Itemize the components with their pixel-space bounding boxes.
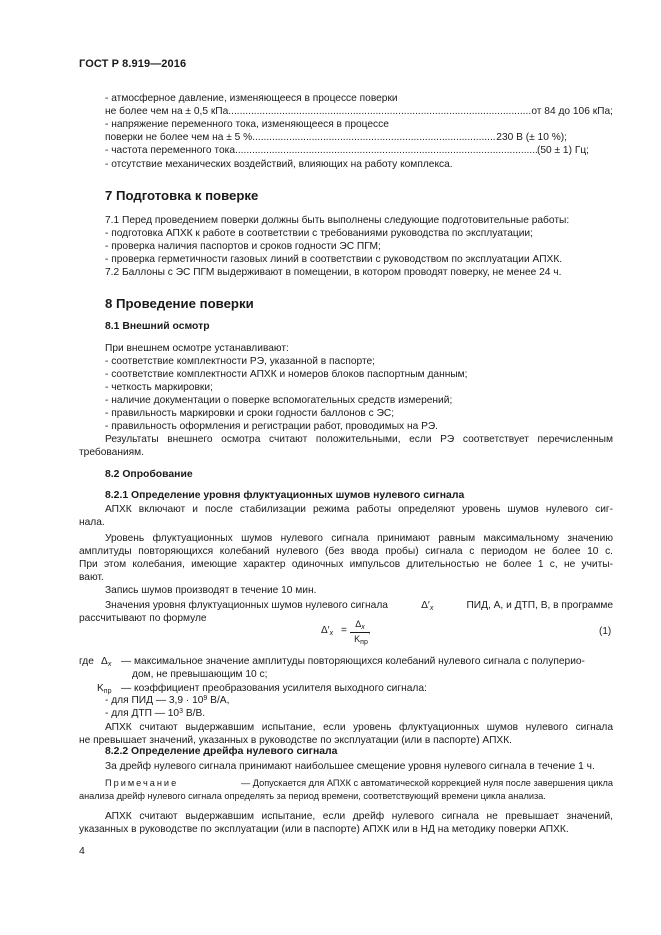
condition-leader-line bbox=[105, 131, 567, 144]
fraction-bar bbox=[350, 632, 369, 633]
paragraph-line bbox=[105, 599, 613, 612]
paragraph-line: нала. bbox=[79, 517, 105, 528]
paragraph-line: не превышает значений, указанных в руководстве по эксплуатации (или в паспорте) АПХК. bbox=[79, 735, 512, 746]
section-8-1-heading: 8.1 Внешний осмотр bbox=[105, 321, 210, 332]
section-8-2-heading: 8.2 Опробование bbox=[105, 469, 193, 480]
paragraph-line: При этом колебания, имеющие характер одиночных импульсов длительностью не более 1 с, не учиты- bbox=[79, 559, 613, 570]
section-8-heading: 8 Проведение поверки bbox=[105, 296, 254, 311]
formula-numerator: $\Delta_x$ bbox=[355, 619, 365, 631]
where-line: - для ПИД — $3,9 \cdot 10^9$ В/А, bbox=[105, 695, 230, 706]
where-line: — максимальное значение амплитуды повторяющихся колебаний нулевого сигнала с полуперио- bbox=[121, 656, 585, 667]
paragraph-line: указанных в руководстве по эксплуатации (или в паспорте) АПХК или в НД на методику поверки АПХК. bbox=[79, 824, 569, 835]
paragraph-text: ПИД, А, и ДТП, В, в программе bbox=[466, 600, 613, 611]
paragraph-line: вают. bbox=[79, 572, 104, 583]
condition-value: от 84 до 106 кПа; bbox=[531, 106, 613, 117]
document-header: ГОСТ Р 8.919—2016 bbox=[79, 58, 187, 70]
paragraph-line: рассчитывают по формуле bbox=[79, 613, 207, 624]
formula-denominator: $K_{пр}$ bbox=[354, 634, 368, 646]
note-line: анализа дрейф нулевого сигнала определять за период времени, соответствующий времени цикла анализа. bbox=[79, 791, 546, 801]
inspection-line: - правильность маркировки и сроки годности баллонов с ЭС; bbox=[105, 408, 395, 419]
condition-line: - атмосферное давление, изменяющееся в процессе поверки bbox=[105, 93, 398, 104]
note-text: — Допускается для АПХК с автоматической коррекцией нуля после завершения цикла bbox=[241, 778, 613, 788]
paragraph-line: За дрейф нулевого сигнала принимают наибольшее смещение уровня нулевого сигнала в течение 1 ч. bbox=[105, 761, 595, 772]
page-number: 4 bbox=[79, 845, 85, 857]
section-7-line: 7.1 Перед проведением поверки должны быть выполнены следующие подготовительные работы: bbox=[105, 215, 570, 226]
paragraph-line: Уровень флуктуационных шумов нулевого сигнала принимают равным максимальному значению bbox=[105, 533, 613, 544]
paragraph-line: амплитуды повторяющихся колебаний нулевого (без ввода пробы) сигнала с периодом не более 10 с. bbox=[79, 546, 613, 557]
where-line: - для ДТП — $10^3$ В/В. bbox=[105, 708, 206, 719]
formula-number: (1) bbox=[599, 626, 612, 637]
where-line: дом, не превышающим 10 с; bbox=[132, 669, 268, 680]
where-label: где bbox=[79, 656, 94, 667]
paragraph-line: Результаты внешнего осмотра считают положительными, если РЭ соответствует перечисленным bbox=[105, 434, 613, 445]
where-line: — коэффициент преобразования усилителя выходного сигнала: bbox=[121, 683, 427, 694]
formula-comma: , bbox=[368, 625, 371, 636]
section-7-line: - подготовка АПХК к работе в соответствии с требованиями руководства по эксплуатации; bbox=[105, 228, 533, 239]
inspection-line: При внешнем осмотре устанавливают: bbox=[105, 343, 289, 354]
condition-text: не более чем на ± 0,5 кПа bbox=[105, 106, 229, 117]
formula-lhs: $\Delta'_x$ bbox=[321, 625, 334, 637]
where-delta-symbol: $\Delta_x$ bbox=[101, 656, 112, 668]
paragraph-line: АПХК считают выдержавшим испытание, если уровень флуктуационных шумов нулевого сигнала bbox=[105, 722, 613, 733]
paragraph-text: Значения уровня флуктуационных шумов нулевого сигнала bbox=[105, 600, 388, 611]
section-7-line: 7.2 Баллоны с ЭС ПГМ выдерживают в помещении, в котором проводят поверку, не менее 24 ч. bbox=[105, 267, 562, 278]
inspection-line: - наличие документации о поверке вспомогательных средств измерений; bbox=[105, 395, 453, 406]
inspection-line: - правильность оформления и регистрации работ, проводимых на РЭ. bbox=[105, 421, 439, 432]
inspection-line: - четкость маркировки; bbox=[105, 382, 213, 393]
condition-leader-line bbox=[105, 105, 613, 118]
condition-value: (50 ± 1) Гц; bbox=[536, 145, 589, 156]
paragraph-line: Запись шумов производят в течение 10 мин. bbox=[105, 585, 317, 596]
inspection-line: - соответствие комплектности РЭ, указанной в паспорте; bbox=[105, 356, 375, 367]
section-8-2-1-heading: 8.2.1 Определение уровня флуктуационных шумов нулевого сигнала bbox=[105, 490, 465, 501]
condition-text: - частота переменного тока bbox=[105, 145, 235, 156]
delta-prime-symbol: $\Delta'_x$ bbox=[421, 600, 434, 612]
where-k-symbol: $K_{пр}$ bbox=[97, 683, 112, 695]
section-7-line: - проверка наличия паспортов и сроков годности ЭС ПГМ; bbox=[105, 241, 381, 252]
section-8-2-2-heading: 8.2.2 Определение дрейфа нулевого сигнала bbox=[105, 746, 338, 757]
paragraph-line: АПХК включают и после стабилизации режима работы определяют уровень шумов нулевого сиг- bbox=[105, 504, 613, 515]
inspection-line: - соответствие комплектности АПХК и номеров блоков паспортным данным; bbox=[105, 369, 468, 380]
condition-line: - отсутствие механических воздействий, влияющих на работу комплекса. bbox=[105, 159, 453, 170]
formula-equals: = bbox=[341, 625, 347, 636]
paragraph-line: АПХК считают выдержавшим испытание, если дрейф нулевого сигнала не превышает значений, bbox=[105, 811, 613, 822]
section-7-heading: 7 Подготовка к поверке bbox=[105, 188, 259, 203]
condition-leader-line bbox=[105, 144, 589, 157]
note-label: Примечание bbox=[105, 778, 179, 788]
condition-text: поверки не более чем на ± 5 % bbox=[105, 132, 253, 143]
condition-line: - напряжение переменного тока, изменяющееся в процессе bbox=[105, 119, 389, 130]
condition-value: 230 В (± 10 %); bbox=[496, 132, 567, 143]
paragraph-line: требованиям. bbox=[79, 447, 145, 458]
note-line bbox=[105, 777, 613, 790]
section-7-line: - проверка герметичности газовых линий в соответствии с руководством по эксплуатации АПХК. bbox=[105, 254, 563, 265]
